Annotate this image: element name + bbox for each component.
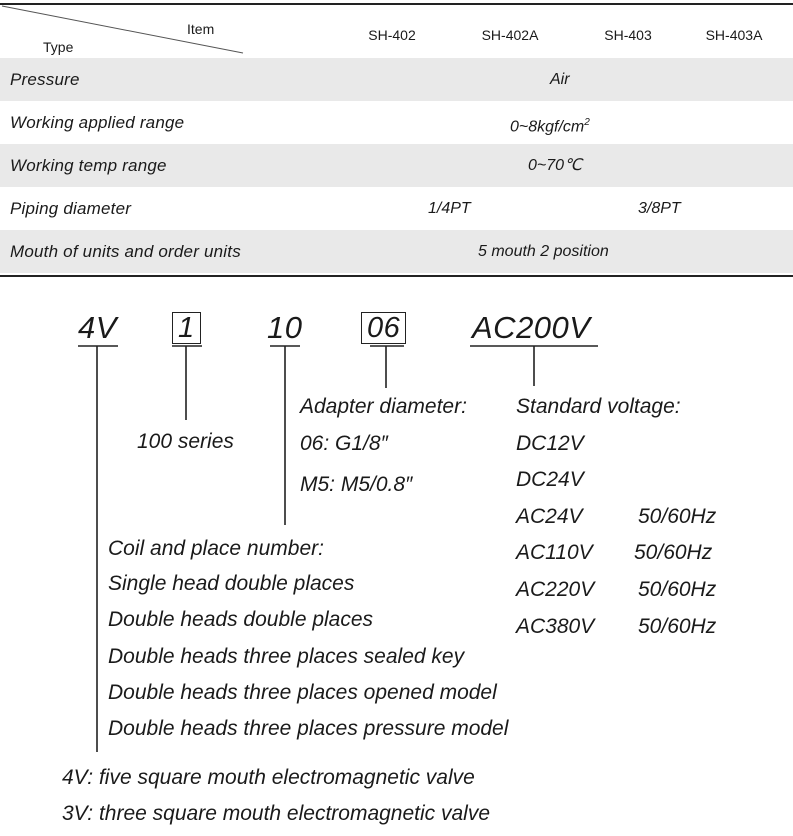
series-note: 100 series (137, 430, 234, 453)
header-model-sh403: SH-403 (604, 27, 652, 43)
row-label: Working applied range (10, 113, 185, 132)
order-code-seg-voltage: AC200V (472, 310, 591, 345)
row-label: Working temp range (10, 156, 167, 175)
row-value: $0\sim 8kgf/cm^2$ (510, 117, 590, 136)
voltage-freq: 50/60Hz (638, 615, 717, 638)
valve-note-3v: 3V: three square mouth electromagnetic valve (62, 802, 491, 825)
header-item-label: Item (187, 21, 215, 37)
coil-item: Double heads three places opened model (108, 681, 497, 704)
voltage-item: AC220V (516, 578, 595, 601)
row-value-a: 1/4PT (428, 200, 471, 217)
header-model-sh403a: SH-403A (705, 27, 763, 43)
row-value: Air (550, 71, 570, 88)
adapter-title: Adapter diameter: (300, 395, 467, 418)
row-value-b: 3/8PT (638, 200, 681, 217)
order-code-seg-4v: 4V (78, 310, 117, 345)
voltage-item: DC24V (516, 468, 584, 491)
row-value: 5 mouth 2 position (478, 243, 609, 260)
order-code-seg-series: 1 (172, 312, 201, 344)
voltage-item: AC24V (516, 505, 583, 528)
header-model-sh402: SH-402 (368, 27, 416, 43)
coil-item: Double heads three places pressure model (108, 717, 509, 740)
voltage-freq: 50/60Hz (638, 578, 717, 601)
voltage-item: AC110V (516, 541, 593, 564)
coil-item: Double heads three places sealed key (108, 645, 465, 668)
row-label: Mouth of units and order units (10, 242, 241, 261)
row-label: Piping diameter (10, 199, 132, 218)
voltage-title: Standard voltage: (516, 395, 681, 418)
row-value: 0~70℃ (528, 157, 583, 174)
adapter-item: M5: M5/0.8″ (300, 473, 413, 496)
coil-title: Coil and place number: (108, 537, 324, 560)
row-label: Pressure (10, 70, 80, 89)
header-type-label: Type (43, 39, 74, 55)
coil-item: Double heads double places (108, 608, 374, 631)
order-code-seg-adapter: 06 (361, 312, 406, 344)
coil-item: Single head double places (108, 572, 355, 595)
voltage-freq: 50/60Hz (634, 541, 713, 564)
voltage-freq: 50/60Hz (638, 505, 717, 528)
valve-note-4v: 4V: five square mouth electromagnetic valve (62, 766, 475, 789)
voltage-item: DC12V (516, 432, 584, 455)
header-model-sh402a: SH-402A (481, 27, 539, 43)
adapter-item: 06: G1/8″ (300, 432, 388, 455)
order-code-seg-coil: 10 (267, 310, 303, 345)
voltage-item: AC380V (516, 615, 595, 638)
